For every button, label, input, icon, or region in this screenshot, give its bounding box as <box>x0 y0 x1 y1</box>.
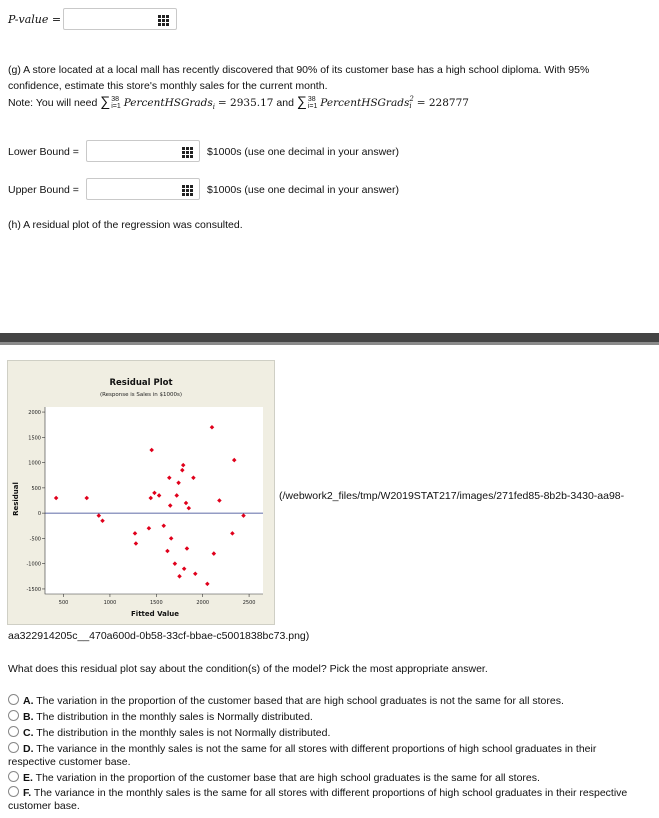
part-g-text-2: confidence, estimate this store's monthly sales for the current month. <box>8 80 328 92</box>
divider-bar-shadow <box>0 342 659 345</box>
matrix-icon[interactable] <box>182 147 192 157</box>
upper-bound-label: Upper Bound = <box>8 184 79 196</box>
y-tick-label: -1500 <box>26 586 41 593</box>
upper-bound-hint: $1000s (use one decimal in your answer) <box>207 184 400 196</box>
image-path-line2: aa322914205c__470a600d-0b58-33cf-bbae-c5001838bc73.png) <box>8 630 310 642</box>
part-h-text: (h) A residual plot of the regression was consulted. <box>8 219 243 231</box>
pvalue-label: P-value = <box>8 13 62 26</box>
x-tick-label: 1500 <box>149 600 163 606</box>
chart-ylabel: Residual <box>12 482 20 516</box>
y-tick-label: 1500 <box>28 435 41 442</box>
plot-background <box>45 407 263 594</box>
matrix-icon[interactable] <box>158 15 168 25</box>
option-e[interactable]: E. The variation in the proportion of the customer base that are high school graduates is the same for all stores. <box>8 771 648 785</box>
chart-subtitle: (Response is Sales in $1000s) <box>99 392 183 398</box>
radio-button[interactable] <box>8 742 19 753</box>
option-a[interactable]: A. The variation in the proportion of the customer based that are high school graduates is not the same for all stores. <box>8 694 648 708</box>
chart-xlabel: Fitted Value <box>131 610 179 618</box>
matrix-icon[interactable] <box>182 185 192 195</box>
y-tick-label: -500 <box>29 536 41 543</box>
lower-bound-label: Lower Bound = <box>8 146 79 158</box>
y-tick-label: 0 <box>37 511 41 518</box>
radio-button[interactable] <box>8 726 19 737</box>
x-tick-label: 2000 <box>196 600 210 606</box>
y-tick-label: -1000 <box>26 561 41 568</box>
image-path-line1: (/webwork2_files/tmp/W2019STAT217/images/271fed85-8b2b-3430-aa98- <box>279 490 625 502</box>
residual-plot-chart <box>8 361 274 624</box>
part-g-text-1: (g) A store located at a local mall has recently discovered that 90% of its customer base has a high school diploma. With 95% <box>8 64 590 76</box>
divider-bar <box>0 333 659 342</box>
question-text: What does this residual plot say about the condition(s) of the model? Pick the most appropriate answer. <box>8 663 488 675</box>
x-tick-label: 1000 <box>103 600 117 606</box>
x-tick-label: 500 <box>58 600 69 606</box>
radio-button[interactable] <box>8 786 19 797</box>
option-b[interactable]: B. The distribution in the monthly sales is Normally distributed. <box>8 710 648 724</box>
lower-bound-hint: $1000s (use one decimal in your answer) <box>207 146 400 158</box>
option-f[interactable]: F. The variance in the monthly sales is the same for all stores with different proportions of high school graduates in their respective customer base. <box>8 787 628 812</box>
part-g-note: Note: You will need ∑ 38 i=1 PercentHSGrads$_i$ = 2935.17 and ∑ 38 i=1 PercentHSGrads 2 i = 228777 <box>8 93 469 112</box>
radio-button[interactable] <box>8 771 19 782</box>
radio-button[interactable] <box>8 710 19 721</box>
y-tick-label: 500 <box>31 485 41 492</box>
radio-button[interactable] <box>8 694 19 705</box>
chart-title: Residual Plot <box>109 378 173 388</box>
y-tick-label: 1000 <box>28 460 41 467</box>
y-tick-label: 2000 <box>28 410 41 417</box>
residual-plot-image <box>7 360 275 625</box>
x-tick-label: 2500 <box>242 600 256 606</box>
option-c[interactable]: C. The distribution in the monthly sales is not Normally distributed. <box>8 726 648 740</box>
option-d[interactable]: D. The variance in the monthly sales is not the same for all stores with different proportions of high school graduates in their respective customer base. <box>8 743 597 768</box>
